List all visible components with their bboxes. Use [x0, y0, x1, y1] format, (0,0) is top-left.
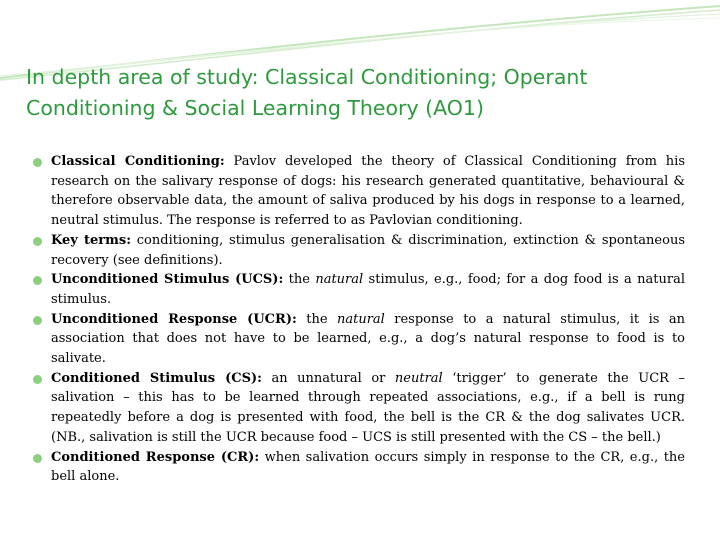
bullet-dot-icon [33, 316, 42, 325]
bullet-term: Key terms: [51, 232, 131, 248]
bullet-term: Unconditioned Stimulus (UCS): [51, 272, 284, 288]
bullet-item [30, 231, 685, 270]
bullet-text: the [283, 272, 316, 288]
bullet-dot-icon [33, 237, 42, 246]
bullet-dot-icon [33, 158, 42, 167]
bullet-text: stimulus, e.g., food; for a dog food is a natural stimulus. [51, 272, 685, 307]
bullet-item [30, 369, 685, 448]
bullet-list [30, 152, 685, 487]
bullet-term: Unconditioned Response (UCR): [51, 311, 297, 327]
bullet-text: Pavlov developed the theory of Classical Conditioning from his research on the salivary response of dogs: his research generated quantitative, behavioural & therefore observable data, the amount of saliva produced by his dogs in response to a learned, neutral stimulus. The response is referred to as Pavlovian conditioning. [51, 154, 685, 229]
bullet-text: when salivation occurs simply in response to the CR, e.g., the bell alone. [51, 449, 685, 485]
bullet-text: the [296, 311, 337, 327]
bullet-text-emphasis: natural [315, 272, 364, 288]
bullet-text-emphasis: natural [336, 311, 385, 327]
bullet-dot-icon [33, 454, 42, 463]
bullet-item [30, 152, 685, 231]
bullet-item [30, 448, 685, 487]
bullet-term: Conditioned Stimulus (CS): [51, 370, 262, 386]
bullet-text: ‘trigger’ to generate the UCR – salivation – this has to be learned through repeated associations, e.g., if a bell is rung repeatedly before a dog is presented with food, the bell is the CR & the dog salivates UCR. (NB., salivation is still the UCR because food – UCS is still presented with the CS – the bell.) [51, 370, 685, 445]
bullet-text: an unnatural or [261, 370, 395, 386]
bullet-item [30, 270, 685, 309]
bullet-text: response to a natural stimulus, it is an association that does not have to be learned, e.g., a dog’s natural response to food is to salivate. [51, 311, 685, 367]
bullet-text: conditioning, stimulus generalisation & discrimination, extinction & spontaneous recovery (see definitions). [51, 232, 685, 268]
bullet-dot-icon [33, 375, 42, 384]
bullet-text-emphasis: neutral [394, 370, 443, 386]
bullet-term: Classical Conditioning: [51, 154, 225, 169]
bullet-item [30, 310, 685, 369]
bullet-dot-icon [33, 276, 42, 285]
slide-title: In depth area of study: Classical Conditioning; Operant Conditioning & Social Learning Theory (AO1) [26, 65, 588, 120]
bullet-term: Conditioned Response (CR): [51, 449, 260, 465]
